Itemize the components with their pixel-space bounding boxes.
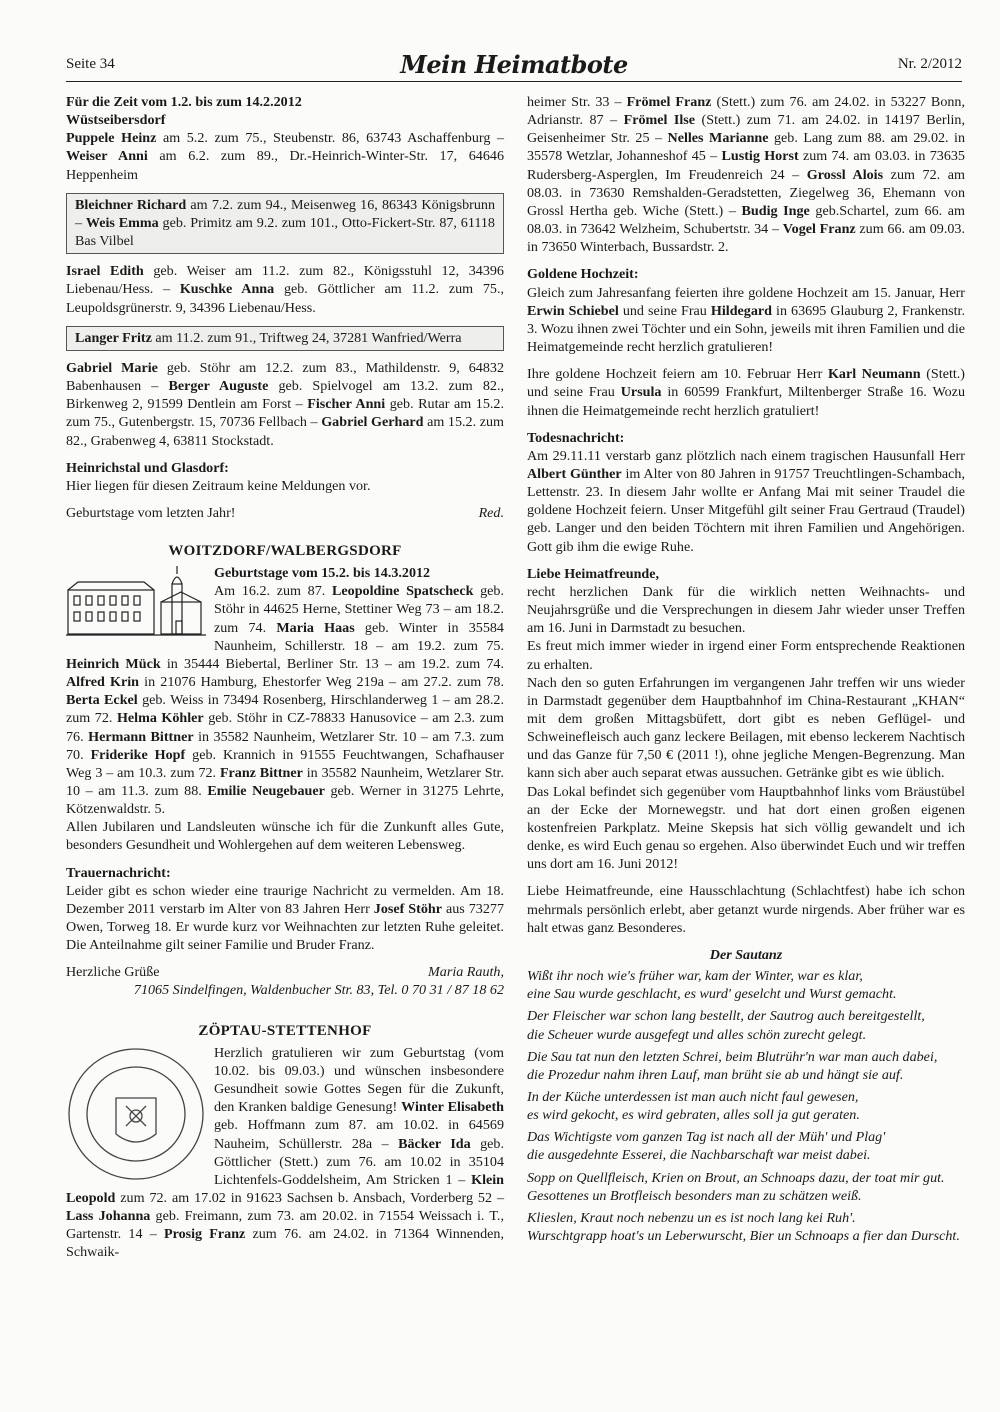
birthday-paragraph: [75, 329, 495, 347]
letter-paragraph: Es freut mich immer wieder in irgend einer Form entsprechende Reaktionen zu erhalten.: [527, 638, 965, 673]
signature-row: [66, 963, 504, 981]
entry-text: in 21076 Hamburg, Ehestorfer Weg 219a – am 27.2. zum 78.: [139, 674, 504, 691]
person-name: Lustig Horst: [721, 148, 799, 165]
page-header: [66, 50, 962, 84]
editor-signature: Red.: [478, 504, 504, 521]
person-name: Karl Neumann: [827, 366, 921, 383]
subsection-heading: Goldene Hochzeit:: [527, 266, 639, 283]
entry-text: geb. Rutar am 15.2. zum 75., Gutenbergstr. 15, 70736 Fellbach –: [66, 396, 504, 431]
poem-line: Wißt ihr noch wie's früher war, kam der Winter, war es klar,: [527, 968, 863, 985]
person-name: Gabriel Gerhard: [321, 414, 424, 431]
author-signature: Maria Rauth,: [428, 964, 504, 981]
highlight-box: [66, 326, 504, 351]
poem-stanza: [527, 1048, 965, 1084]
poem-line: In der Küche unterdessen ist man auch nicht faul gewesen,: [527, 1088, 859, 1105]
entry-text: heimer Str. 33 –: [527, 94, 627, 110]
entry-text: geb. Freimann, zum 73. am 20.02. in 71554 Weissach i. T., Gartenstr. 14 –: [66, 1208, 504, 1243]
entry-text: Am 16.2. zum 87.: [214, 583, 333, 600]
entry-text: zum 66. am 09.03. in 73650 Winterbach, Bussardstr. 2.: [527, 221, 965, 256]
entry-text: am 11.2. zum 91., Triftweg 24, 37281 Wanfried/Werra: [151, 329, 462, 346]
notice-text: Hier liegen für diesen Zeitraum keine Meldungen vor.: [66, 477, 371, 494]
entry-text: geb. Krannich in 91555 Feuchtwangen, Schafhauser Weg 3 – am 10.3. zum 72.: [66, 746, 505, 781]
poem-line: Das Wichtigste vom ganzen Tag ist nach all der Müh' und Plag': [527, 1129, 886, 1146]
birthday-paragraph: [66, 262, 504, 316]
newspaper-title: Mein Heimatbote: [400, 50, 628, 79]
header-rule: [66, 81, 962, 82]
person-name: Fischer Anni: [307, 396, 386, 413]
birthday-paragraph: [527, 93, 965, 256]
person-name: Frömel Franz: [626, 94, 712, 110]
person-name: Winter Elisabeth: [401, 1099, 504, 1116]
entry-text: in 63695 Glauburg 2, Frankenstr. 3. Wozu ihnen zwei Töchter und ein Sohn, jeweils mit ihren Familien und die Heimatgemeinde recht herzlich gratulieren!: [527, 302, 965, 356]
entry-text: geb. Weiser am 11.2. zum 82., Königsstuhl 12, 34396 Liebenau/Hess. –: [66, 263, 504, 298]
person-name: Klein Leopold: [66, 1171, 504, 1206]
person-name: Prosig Franz: [163, 1226, 246, 1243]
person-name: Leopoldine Spatscheck: [332, 583, 474, 600]
entry-text: geb. Göttlicher (Stett.) zum 76. am 10.02 in 35104 Lichtenfels-Goddelsheim, Am Stricken 1 –: [214, 1135, 504, 1188]
entry-text: am 5.2. zum 75., Steubenstr. 86, 63743 Aschaffenburg –: [156, 130, 504, 147]
person-name: Hildegard: [710, 302, 772, 319]
person-name: Gabriel Marie: [66, 359, 158, 376]
entry-text: Herzlich gratulieren wir zum Geburtstag (vom 10.02. bis 09.03.) und wünschen insbesondere Gesundheit sowie Gottes Segen für die Zukunft, den Kranken baldige Genesung!: [214, 1044, 504, 1116]
poem-stanza: [527, 1209, 965, 1245]
entry-text: (Stett.) und seine Frau: [527, 366, 965, 401]
poem-line: es wird gekocht, es wird gebraten, alles soll ja gut geraten.: [527, 1107, 860, 1124]
poem-line: Die Sau tat nun den letzten Schrei, beim Blutrühr'n war man auch dabei,: [527, 1048, 938, 1065]
person-name: Weis Emma: [85, 214, 159, 231]
person-name: Berger Auguste: [168, 378, 269, 395]
note-row: [66, 504, 504, 522]
entry-text: im Alter von 80 Jahren in 91757 Treuchtlingen-Schambach, Lettenstr. 23. In diesem Jahr wollte er Anfang Mai mit seiner Traudel die goldene Hochzeit feiern. Unser Mitgefühl gilt seiner Frau Gertraud (Traudel) geb. Langer und den beiden Töchtern mit ihren Familien und Angehörigen. Gott gib ihm die ewige Ruhe.: [527, 465, 965, 555]
obituary-paragraph: [527, 447, 965, 556]
poem: [527, 946, 965, 1245]
greeting: Herzliche Grüße: [66, 964, 160, 981]
entry-text: aus 73277 Owen, Torweg 18. Er wurde kurz vor Weihnachten zur letzten Ruhe geleitet. Die Anteilnahme gilt seiner Familie und Bruder Franz.: [66, 900, 504, 954]
entry-text: und seine Frau: [618, 302, 711, 319]
person-name: Friderike Hopf: [90, 746, 186, 763]
entry-text: zum 72. am 17.02 in 91623 Sachsen b. Ansbach, Vorderberg 52 –: [115, 1189, 504, 1206]
person-name: Grossl Alois: [806, 166, 884, 183]
person-name: Budig Inge: [741, 202, 810, 219]
author-address: 71065 Sindelfingen, Waldenbucher Str. 83, Tel. 0 70 31 / 87 18 62: [133, 982, 504, 999]
highlight-box: [66, 193, 504, 254]
anniversary-paragraph: [527, 284, 965, 357]
person-name: Berta Eckel: [66, 692, 138, 709]
entry-text: am 15.2. zum 82., Grabenweg 4, 63811 Stockstadt.: [66, 414, 504, 449]
letter-paragraph: Liebe Heimatfreunde, eine Hausschlachtung (Schlachtfest) habe ich schon mehrmals persönlich erlebt, aber getanzt wurde nirgends. Aber früher war es halt etwas ganz Besonderes.: [527, 883, 965, 936]
person-name: Nelles Marianne: [667, 130, 769, 147]
poem-line: Wurschtgrapp hoat's un Leberwurscht, Bier un Schnoaps a fier dan Durscht.: [527, 1228, 960, 1245]
entry-text: am 7.2. zum 94., Meisenweg 16, 86343 Königsbrunn –: [75, 196, 496, 231]
person-name: Ursula: [620, 384, 662, 401]
person-name: Alfred Krin: [66, 674, 140, 691]
entry-text: geb. Spielvogel am 13.2. zum 82., Birkenweg 2, 91599 Dentlein am Forst –: [66, 378, 504, 413]
entry-text: geb. Weiss in 73494 Rosenberg, Hirschlanderweg 1 – am 28.2. zum 72.: [66, 692, 504, 727]
right-column: [527, 93, 965, 1249]
entry-text: geb. Werner in 31275 Lehrte, Kötzenwaldstr. 5.: [66, 783, 504, 818]
place-heading: Wüstseibersdorf: [66, 112, 166, 129]
letter-paragraph: recht herzlichen Dank für die wirklich netten Weihnachts- und Neujahrsgrüße und die Versprechungen in diesem Jahr wieder unser Treffen am 16. Juni in Darmstadt zu besuchen.: [527, 583, 965, 637]
entry-text: zum 72. am 08.03. in 73630 Remshalden-Geradstetten, Ziegelweg 36, Ehemann von Grossl Hertha geb. Wiche (Stett.) –: [527, 166, 966, 219]
entry-text: zum 76. am 24.02. in 71364 Winnenden, Schwaik-: [66, 1226, 504, 1261]
entry-text: geb. Stöhr in CZ-78833 Hanusovice – am 2.3. zum 76.: [66, 710, 504, 745]
subsection-heading: Liebe Heimatfreunde,: [527, 565, 660, 582]
poem-body: [527, 967, 965, 1245]
subsection-heading: Todesnachricht:: [527, 429, 625, 446]
poem-stanza: [527, 967, 965, 1003]
person-name: Bäcker Ida: [398, 1135, 471, 1152]
entry-text: geb. Lang zum 88. am 29.02. in 35578 Wetzlar, Johanneshof 45 –: [527, 130, 965, 165]
entry-text: geb. Stöhr in 44625 Herne, Stettiner Weg 73 – am 18.2. zum 74.: [214, 583, 504, 636]
person-name: Frömel Ilse: [623, 112, 696, 129]
obituary-paragraph: [66, 882, 504, 955]
entry-text: Am 29.11.11 verstarb ganz plötzlich nach einem tragischen Hausunfall Herr: [527, 447, 965, 464]
person-name: Weiser Anni: [66, 148, 148, 165]
entry-text: geb. Stöhr am 12.2. zum 83., Mathildenstr. 9, 64832 Babenhausen –: [66, 359, 504, 395]
subsection-heading: Geburtstage vom 15.2. bis 14.3.2012: [214, 565, 431, 582]
entry-text: geb. Göttlicher am 11.2. zum 75., Leupoldsgrünerstr. 9, 34396 Liebenau/Hess.: [66, 281, 504, 316]
person-name: Hermann Bittner: [88, 728, 194, 745]
village-church-icon: [66, 566, 206, 638]
person-name: Erwin Schiebel: [527, 302, 619, 319]
poem-title: Der Sautanz: [709, 946, 783, 963]
person-name: Langer Fritz: [75, 329, 152, 346]
poem-line: Klieslen, Kraut noch nebenzu un es ist noch lang kei Ruh'.: [527, 1209, 856, 1226]
entry-text: (Stett.) zum 76. am 24.02. in 53227 Bonn, Adrianstr. 87 –: [527, 94, 965, 129]
entry-text: geb.Schartel, zum 66. am 08.03. in 73642 Welzheim, Schubertstr. 34 –: [527, 202, 965, 238]
poem-stanza: [527, 1088, 965, 1124]
left-column: [66, 93, 504, 1262]
entry-text: (Stett.) zum 71. am 24.02. in 14197 Berlin, Geisenheimer Str. 25 –: [527, 112, 965, 147]
poem-line: die ausgedehnte Esserei, die Nachbarschaft war meist dabei.: [527, 1147, 871, 1164]
municipal-seal-icon: [66, 1046, 206, 1182]
period-heading: Für die Zeit vom 1.2. bis zum 14.2.2012: [66, 94, 302, 110]
entry-text: in 60599 Frankfurt, Miltenberger Straße 16. Wozu ihnen die Heimatgemeinde recht herzlich gratuliert!: [527, 384, 965, 419]
entry-text: Gleich zum Jahresanfang feierten ihre goldene Hochzeit am 15. Januar, Herr: [527, 284, 965, 301]
page-number: Seite 34: [66, 56, 115, 72]
poem-line: Gesottenes un Brotfleisch besonders man zu schätzen weiß.: [527, 1187, 862, 1204]
birthday-paragraph: [66, 359, 504, 450]
entry-text: am 6.2. zum 89., Dr.-Heinrich-Winter-Str. 17, 64646 Heppenheim: [66, 148, 504, 183]
person-name: Israel Edith: [66, 263, 144, 280]
entry-text: geb. Winter in 35584 Naunheim, Schillerstr. 18 – am 19.2. zum 75.: [214, 619, 504, 654]
birthday-paragraph: [66, 1044, 504, 1262]
person-name: Maria Haas: [276, 619, 355, 636]
person-name: Lass Johanna: [66, 1208, 151, 1225]
birthday-paragraph: [75, 196, 495, 250]
poem-stanza: [527, 1169, 965, 1205]
person-name: Vogel Franz: [782, 221, 856, 238]
person-name: Albert Günther: [527, 465, 622, 482]
entry-text: in 35582 Naunheim, Wetzlarer Str. 10 – am 7.3. zum 70.: [66, 728, 505, 763]
poem-line: die Scheuer wurde ausgefegt und alles schön zurecht gelegt.: [527, 1026, 867, 1043]
poem-line: Sopp on Quellfleisch, Krien on Brout, an Schnoaps dazu, der toat mir gut.: [527, 1169, 945, 1186]
person-name: Franz Bittner: [219, 764, 303, 781]
entry-text: Leider gibt es schon wieder eine traurige Nachricht zu vermelden. Am 18. Dezember 2011 verstarb im Alter von 83 Jahren Herr: [66, 882, 504, 917]
person-name: Helma Köhler: [116, 710, 204, 727]
anniversary-paragraph: [527, 365, 965, 419]
birthday-paragraph: [66, 129, 504, 183]
entry-text: in 35444 Biebertal, Berliner Str. 13 – am 19.2. zum 74.: [160, 655, 504, 672]
poem-line: Der Fleischer war schon lang bestellt, der Sautrog auch bereitgestellt,: [527, 1008, 925, 1025]
poem-line: eine Sau wurde geschlacht, es wurd' geselcht und Wurst gemacht.: [527, 986, 897, 1003]
person-name: Josef Stöhr: [373, 900, 442, 917]
entry-text: Ihre goldene Hochzeit feiern am 10. Februar Herr: [527, 366, 828, 383]
entry-text: geb. Hoffmann zum 87. am 10.02. in 64569 Nauheim, Schüllerstr. 28a –: [214, 1117, 504, 1152]
section-title: WOITZDORF/WALBERGSDORF: [168, 542, 402, 559]
section-title: ZÖPTAU-STETTENHOF: [198, 1022, 372, 1039]
poem-line: die Prozedur nahm ihren Lauf, man brüht sie ab und hängt sie auf.: [527, 1066, 904, 1083]
subsection-heading: Heinrichstal und Glasdorf:: [66, 459, 229, 476]
letter-paragraph: Das Lokal befindet sich gegenüber vom Hauptbahnhof links vom Bräustübel an der Ecke der Mornewegstr. und hat dort einen großen eigenen kostenfreien Parkplatz. Meine Skepsis hat sich völlig gewandelt und ich denke, es wird Euch genau so ergehen. Also überwindet Euch und wir treffen uns dort am 16. Juni 2012!: [527, 783, 965, 873]
person-name: Kuschke Anna: [179, 281, 275, 298]
issue-number: Nr. 2/2012: [897, 56, 962, 72]
person-name: Emilie Neugebauer: [207, 783, 325, 799]
subsection-heading: Trauernachricht:: [66, 864, 171, 881]
entry-text: zum 74. am 03.03. in 73635 Rudersberg-Asperglen, Im Freudenreich 24 –: [527, 148, 965, 183]
birthday-paragraph: [66, 564, 504, 818]
entry-text: geb. Primitz am 9.2. zum 101., Otto-Fickert-Str. 87, 61118 Bas Vilbel: [75, 214, 495, 250]
note-text: Geburtstage vom letzten Jahr!: [66, 504, 236, 521]
poem-stanza: [527, 1128, 965, 1164]
poem-stanza: [527, 1007, 965, 1043]
wishes-text: Allen Jubilaren und Landsleuten wünsche ich für die Zunkunft alles Gute, besonders Gesundheit und Wohlergehen auf dem weiteren Lebensweg.: [66, 819, 504, 854]
entry-text: in 35582 Naunheim, Wetzlarer Str. 10 – am 11.3. zum 88.: [66, 764, 504, 799]
person-name: Heinrich Mück: [66, 655, 161, 672]
person-name: Puppele Heinz: [66, 130, 157, 147]
letter-paragraph: Nach den so guten Erfahrungen im vergangenen Jahr treffen wir uns wieder in Darmstadt gegenüber dem Hauptbahnhof im China-Restaurant „KHAN“ mit dem großen Mittagsbüfett, dort gibt es neben Geflügel- und Schweinefleisch auch ganz leckere Beilagen, mit ebenso leckerem Nachtisch und das Ganze für 7,50 € (2011 !), ohne jegliche Mengen-Begrenzung. Man kann sich aber auch separat etwas aussuchen. Getränke gibt es wie üblich.: [527, 674, 965, 782]
person-name: Bleichner Richard: [75, 196, 187, 213]
